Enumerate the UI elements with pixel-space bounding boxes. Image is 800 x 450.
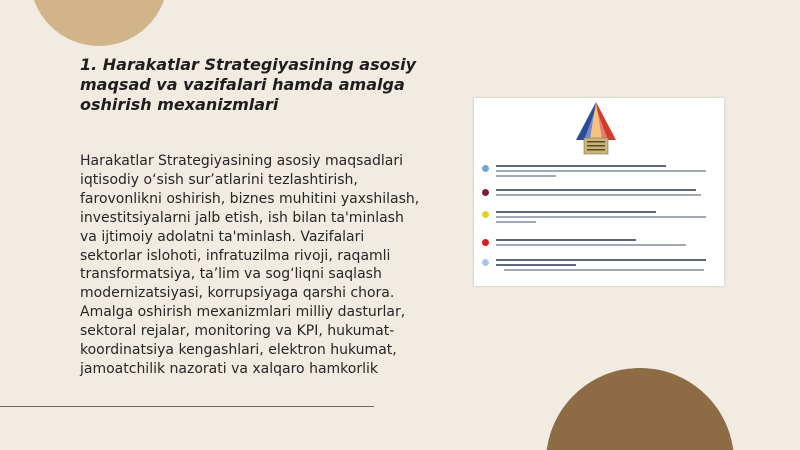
decorative-circle-bottom (546, 368, 734, 450)
slide-body-text: Harakatlar Strategiyasining asosiy maqsadlari iqtisodiy o‘sish sur’atlarini tezlashtirish, farovonlikni oshirish, biznes muhitini yaxshilash, investitsiyalarni jalb etish, ish bilan ta'minlash va ijtimoiy adolatni ta'minlash. Vazifalari sektorlar islohoti, infratuzilma rivoji, raqamli transformatsiya, ta’lim va sog‘liqni saqlash modernizatsiyasi, korrupsiyaga qarshi chora. Amalga oshirish mexanizmlari milliy dasturlar, sektoral rejalar, monitoring va KPI, hukumat-koordinatsiya kengashlari, elektron hukumat, jamoatchilik nazorati va xalqaro hamkorlik (80, 153, 420, 377)
strategy-document-image (474, 98, 724, 286)
bullet-icon (482, 189, 489, 196)
bullet-icon (482, 165, 489, 172)
bullet-icon (482, 211, 489, 218)
slide-title: 1. Harakatlar Strategiyasining asosiy maqsad va vazifalari hamda amalga oshirish mexanizmlari (80, 55, 417, 114)
bullet-icon (482, 239, 489, 246)
bullet-icon (482, 259, 489, 266)
decorative-circle-top (30, 0, 168, 46)
divider-line (0, 406, 374, 407)
document-list (474, 98, 724, 286)
